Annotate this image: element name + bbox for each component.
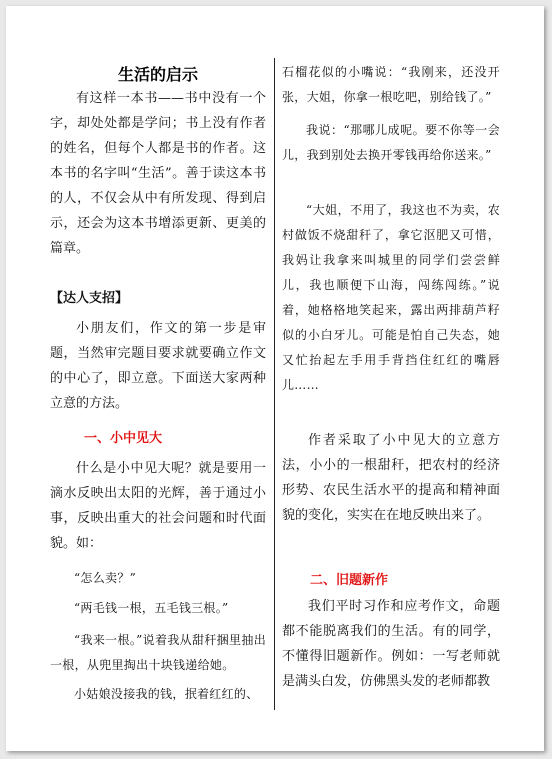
- story-paragraph-1: 石榴花似的小嘴说：“我刚来，还没开张，大姐，你拿一根吃吧，别给钱了。”: [282, 65, 500, 104]
- example-quote-2: “两毛钱一根，五毛钱三根。”: [74, 601, 229, 615]
- explain-paragraph-2: 我们平时习作和应考作文，命题都不能脱离我们的生活。有的同学，不懂得旧题新作。例如：一写老师就是满头白发，仿佛黑头发的老师都教: [282, 599, 500, 689]
- example-quote-4: 小姑娘没接我的钱，抿着红红的、: [74, 687, 259, 701]
- explain-paragraph-1: 什么是小中见大呢？就是要用一滴水反映出太阳的光辉，善于通过小事，反映出重大的社会问题和时代面貌。如：: [50, 461, 266, 551]
- heading-small-to-big: 一、小中见大: [84, 431, 163, 446]
- tip-paragraph: 小朋友们，作文的第一步是审题，当然审完题目要求就要确立作文的中心了，即立意。下面送大家两种立意的方法。: [50, 321, 266, 411]
- intro-paragraph: 有这样一本书——书中没有一个字，却处处都是学问；书上没有作者的姓名，但每个人都是书的作者。这本书的名字叫“生活”。善于读这本书的人，不仅会从中有所发现、得到启示，还会为这本书增添更新、更美的篇章。: [50, 91, 266, 256]
- example-quote-1: “怎么卖？”: [74, 571, 137, 585]
- story-paragraph-2: 我说：“那哪儿成呢。要不你等一会儿，我到别处去换开零钱再给你送来。”: [282, 123, 500, 162]
- article-title: 生活的启示: [117, 65, 198, 84]
- analysis-paragraph: 作者采取了小中见大的立意方法，小小的一根甜秆，把农村的经济形势、农民生活水平的提高和精神面貌的变化，实实在在地反映出来了。: [282, 433, 500, 523]
- heading-old-topic-new: 二、旧题新作: [310, 573, 389, 588]
- section-label: 【达人支招】: [50, 291, 129, 306]
- example-quote-3: “我来一根。”说着我从甜秆捆里抽出一根，从兜里掏出十块钱递给她。: [50, 633, 266, 672]
- column-divider: [274, 58, 275, 710]
- story-paragraph-3: “大姐，不用了，我这也不为卖，农村做饭不烧甜秆了，拿它沤肥又可惜，我妈让我拿来叫城里的同学们尝尝鲜儿，我也顺便下山海，闯练闯练。”说着，她格格地笑起来，露出两排葫芦籽似的小白牙儿。可能是怕自己失态，她又忙抬起左手用手背挡住红红的嘴唇儿……: [282, 203, 500, 392]
- document-page: [6, 6, 544, 751]
